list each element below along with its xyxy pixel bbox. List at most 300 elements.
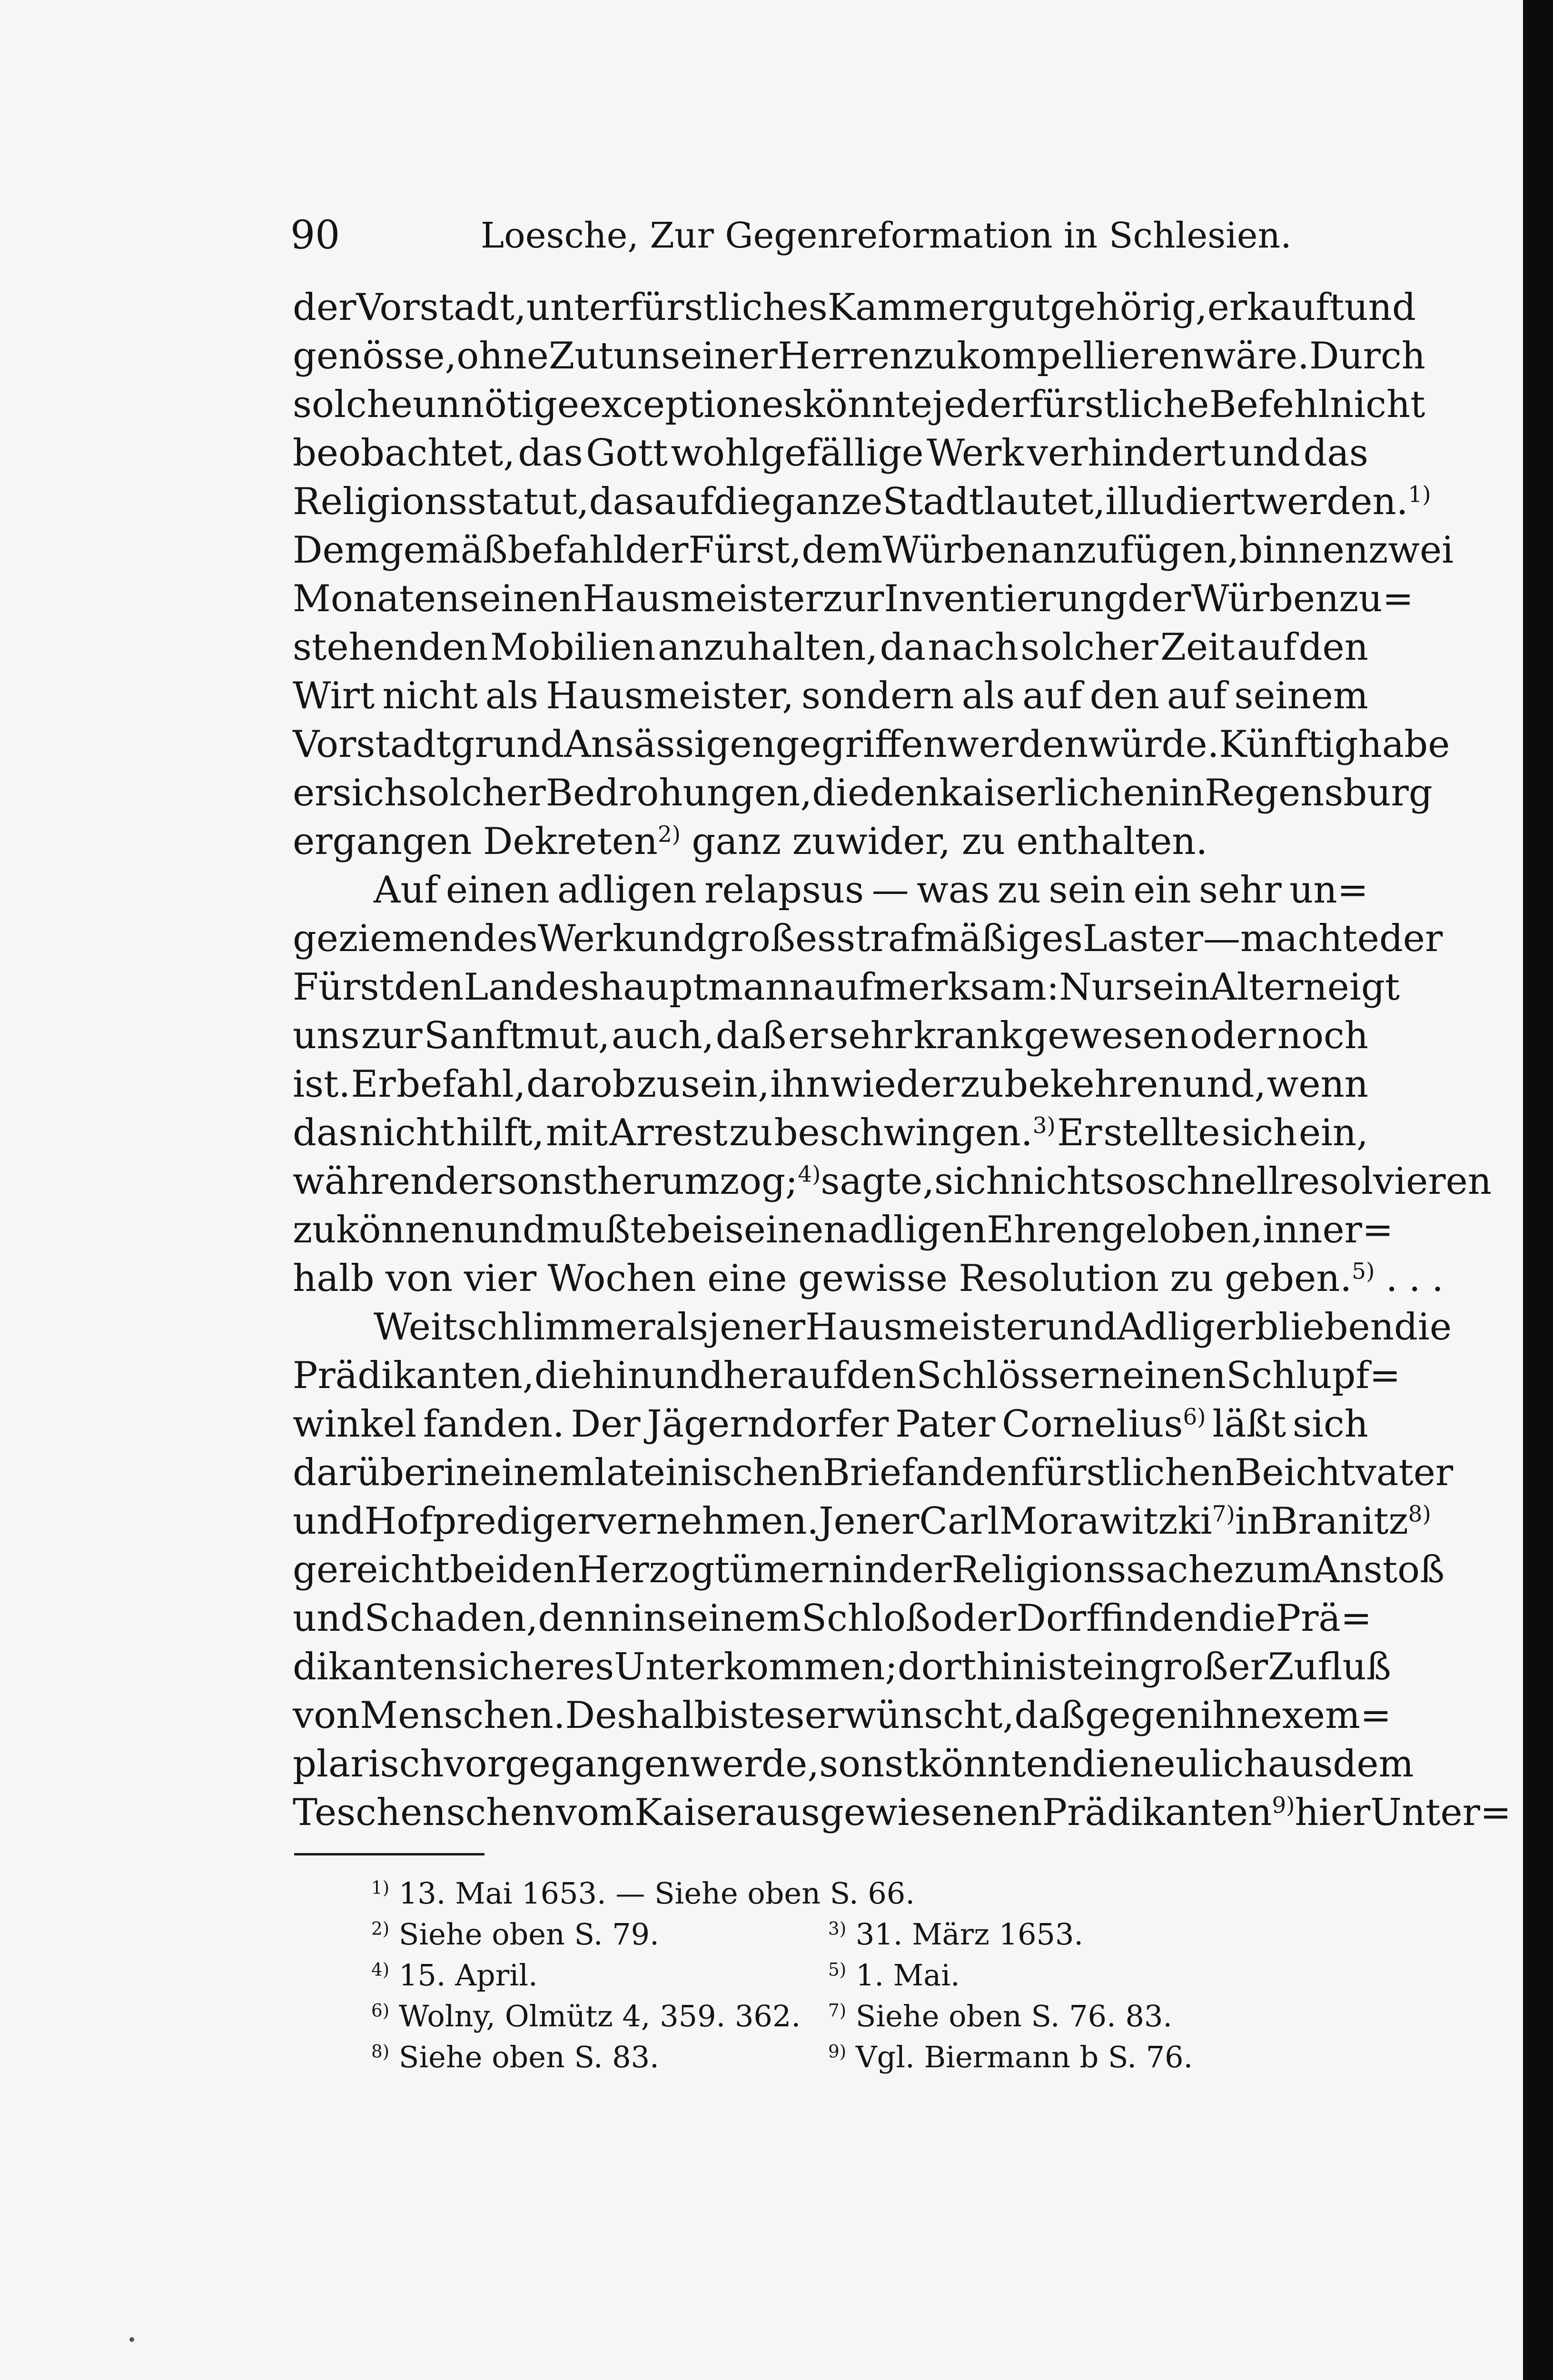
word: Dorf	[1016, 1597, 1100, 1640]
word: inner=	[1263, 1209, 1394, 1251]
word: solcher	[1020, 626, 1158, 669]
text-line	[293, 672, 1368, 720]
footnote-mark: 3)	[828, 1918, 847, 1939]
word: seinen	[724, 1209, 848, 1251]
word: Fürst	[293, 966, 395, 1009]
word: jener	[708, 1306, 805, 1349]
text-line	[293, 866, 1368, 914]
footnote-row	[371, 1914, 1276, 1955]
word: Deshalb	[565, 1694, 718, 1737]
word: Anstoß	[1313, 1548, 1445, 1591]
word: zu	[961, 820, 1005, 863]
word: zur	[361, 1014, 423, 1057]
text-line	[293, 1109, 1368, 1157]
word: wohlgefällige	[671, 432, 924, 475]
footnote-ref: 9)	[1272, 1793, 1295, 1819]
word: und	[293, 1500, 365, 1543]
word: sich	[332, 772, 408, 814]
word: nicht	[382, 674, 478, 717]
word: nicht	[359, 1111, 455, 1154]
word: vier	[464, 1257, 537, 1300]
word: dikanten	[293, 1646, 458, 1688]
word: so	[1105, 1160, 1147, 1203]
word: dem	[1333, 1743, 1414, 1785]
word: zu	[636, 1063, 681, 1106]
text-line	[293, 963, 1400, 1012]
word: Zutun	[548, 335, 662, 377]
word: ein	[1082, 1646, 1140, 1688]
word: und	[1228, 432, 1301, 475]
word: geben.$^{5)}$	[1225, 1257, 1375, 1300]
word: binnen	[1239, 529, 1369, 572]
footnote-row	[371, 1955, 1276, 1996]
word: hin	[592, 1354, 652, 1397]
word: —	[1203, 917, 1240, 960]
text-line	[293, 1546, 1445, 1594]
word: —	[871, 869, 909, 912]
footnote	[371, 1955, 828, 1996]
word: sich	[1293, 1403, 1368, 1446]
word: gewesen	[1024, 1014, 1188, 1057]
word: genösse,	[293, 335, 457, 377]
word: ohne	[456, 335, 549, 377]
word: Vorstadtgrund	[293, 723, 564, 766]
word: Beichtvater	[1235, 1451, 1454, 1494]
word: lateinischen	[594, 1451, 823, 1494]
word: .	[1408, 1257, 1421, 1300]
word: werden.$^{1)}$	[1255, 480, 1431, 523]
word: mit	[545, 1111, 608, 1154]
word: sein	[1133, 966, 1210, 1009]
footnote-mark: 9)	[828, 2041, 847, 2062]
word: darob	[526, 1063, 636, 1106]
word: Landeshauptmann	[464, 966, 813, 1009]
word: Laster	[1082, 917, 1203, 960]
footnote	[371, 1873, 915, 1914]
word: einen	[1122, 1354, 1226, 1397]
word: darüber	[293, 1451, 444, 1494]
word: sich	[1221, 1111, 1297, 1154]
word: Pater	[895, 1403, 996, 1446]
word: Vorstadt,	[356, 286, 526, 329]
footnote-row	[371, 1996, 1276, 2037]
word: in	[1235, 1500, 1271, 1543]
footnote	[828, 2037, 1276, 2078]
word: finden	[1100, 1597, 1218, 1640]
word: zuwider,	[792, 820, 951, 863]
text-line	[293, 332, 1425, 380]
word: das	[518, 432, 583, 475]
word: Arrest	[609, 1111, 728, 1154]
word: der	[1128, 577, 1191, 620]
word: sehr	[829, 1014, 912, 1057]
word: verhindert	[1027, 432, 1226, 475]
word: Schlupf=	[1226, 1354, 1401, 1397]
word: von	[293, 1694, 360, 1737]
word: aus	[1267, 1743, 1333, 1785]
word: gehörig,	[1050, 286, 1207, 329]
text-line	[293, 575, 1414, 623]
word: nicht	[1010, 1160, 1106, 1203]
word: Unterkommen;	[614, 1646, 898, 1688]
word: könnten	[918, 1743, 1072, 1785]
footnote-mark: 6)	[371, 2000, 390, 2021]
text-line	[293, 1740, 1414, 1788]
word: seinem	[667, 1597, 801, 1640]
word: her	[723, 1354, 787, 1397]
word: neulich	[1129, 1743, 1268, 1785]
word: geloben,	[1101, 1209, 1263, 1251]
word: Würben	[1191, 577, 1339, 620]
word: sondern	[801, 674, 954, 717]
word: zum	[1234, 1548, 1313, 1591]
word: hier	[1295, 1791, 1371, 1834]
word: adligen	[557, 869, 697, 912]
word: eine	[707, 1257, 787, 1300]
word: zur	[822, 577, 884, 620]
word: zu	[997, 869, 1041, 912]
word: Morawitzki$^{7)}$	[999, 1500, 1235, 1543]
word: erwünscht,	[804, 1694, 1015, 1737]
word: der	[624, 529, 689, 572]
word: er	[293, 772, 333, 814]
word: strafmäßiges	[836, 917, 1083, 960]
word: auf	[1022, 674, 1082, 717]
word: oder	[1190, 1014, 1276, 1057]
word: exceptiones	[579, 383, 803, 426]
word: Würben	[882, 529, 1031, 572]
word: als	[961, 674, 1015, 717]
word: und	[475, 1209, 546, 1251]
word: plarisch	[293, 1743, 444, 1785]
word: stellte	[1103, 1111, 1220, 1154]
word: den	[1298, 626, 1368, 669]
word: die	[713, 480, 772, 523]
footnote-mark: 4)	[371, 1959, 390, 1980]
word: zu	[293, 1209, 336, 1251]
word: ein,	[1298, 1111, 1368, 1154]
word: befahl,	[396, 1063, 526, 1106]
word: ausgewiesenen	[755, 1791, 1042, 1834]
footnote	[371, 1996, 828, 2037]
word: Hausmeister,	[546, 674, 794, 717]
word: Jener	[819, 1500, 920, 1543]
word: solche	[293, 383, 413, 426]
word: wenn	[1266, 1063, 1368, 1106]
text-line	[293, 429, 1368, 477]
word: beobachtet,	[293, 432, 515, 475]
word: Alter	[1210, 966, 1304, 1009]
text-line	[293, 380, 1425, 429]
word: dem	[801, 529, 883, 572]
word: anzufügen,	[1030, 529, 1239, 572]
page-speck	[129, 2337, 134, 2342]
word: er	[788, 1014, 828, 1057]
footnote-ref: 7)	[1212, 1501, 1235, 1527]
word: und	[1344, 286, 1416, 329]
word: nicht	[1330, 383, 1425, 426]
text-line	[293, 1788, 1512, 1837]
footnote-ref: 8)	[1408, 1501, 1431, 1527]
word: Der	[571, 1403, 641, 1446]
word: exem=	[1260, 1694, 1392, 1737]
word: den	[846, 1354, 917, 1397]
word: fürstlichen	[1031, 1451, 1235, 1494]
word: von	[386, 1257, 453, 1300]
word: die	[534, 1354, 592, 1397]
word: oder	[930, 1597, 1017, 1640]
word: unter	[526, 286, 629, 329]
footnote-ref: 3)	[1032, 1113, 1056, 1139]
footnote	[371, 1914, 828, 1955]
word: zwei	[1368, 529, 1454, 572]
word: Stadt	[882, 480, 984, 523]
word: an	[915, 1451, 961, 1494]
word: wieder	[830, 1063, 960, 1106]
word: daß	[1014, 1694, 1085, 1737]
footnote-ref: 6)	[1183, 1404, 1206, 1430]
word: in	[631, 1597, 668, 1640]
word: lautet,	[984, 480, 1106, 523]
word: und,	[1183, 1063, 1266, 1106]
word: wäre.	[1204, 335, 1309, 377]
footnote-mark: 8)	[371, 2041, 390, 2062]
word: Kaiser	[634, 1791, 755, 1834]
word: .	[1432, 1257, 1444, 1300]
word: machte	[1240, 917, 1379, 960]
word: die	[1394, 1306, 1452, 1349]
word: jeder	[932, 383, 1029, 426]
word: un=	[1289, 869, 1368, 912]
word: fanden.	[423, 1403, 564, 1446]
footnote	[828, 1914, 1276, 1955]
word: blieben	[1255, 1306, 1394, 1349]
word: ihn	[1200, 1694, 1260, 1737]
word: sein,	[681, 1063, 770, 1106]
footnote-mark: 5)	[828, 1959, 847, 1980]
text-line	[293, 1448, 1454, 1497]
word: Hofprediger	[364, 1500, 595, 1543]
footnote	[828, 1996, 1276, 2037]
text-line	[293, 1691, 1392, 1740]
word: Demgemäß	[293, 529, 508, 572]
word: den	[870, 772, 940, 814]
word: in	[852, 1548, 888, 1591]
word: Adliger	[1117, 1306, 1255, 1349]
footnote-text: 1. Mai.	[846, 1958, 960, 1993]
word: in	[1168, 772, 1205, 814]
word: seinen	[460, 577, 583, 620]
text-line	[293, 526, 1454, 575]
word: ein	[1133, 869, 1191, 912]
word: sehr	[1198, 869, 1282, 912]
footnote-mark: 2)	[371, 1918, 390, 1939]
word: zu	[1170, 1257, 1214, 1300]
text-line	[293, 1157, 1492, 1206]
footnote-text: 13. Mai 1653. — Siehe oben S. 66.	[389, 1876, 915, 1911]
text-line	[293, 1254, 1444, 1303]
word: Hausmeister	[583, 577, 823, 620]
word: sein	[1049, 869, 1126, 912]
word: Werk	[537, 917, 635, 960]
word: könnte	[802, 383, 932, 426]
word: die	[1072, 1743, 1130, 1785]
body-text	[293, 283, 1512, 1837]
word: ihn	[770, 1063, 830, 1106]
footnotes	[371, 1873, 1276, 2078]
word: den	[1089, 674, 1159, 717]
word: Inventierung	[884, 577, 1128, 620]
word: zu	[913, 335, 957, 377]
word: der	[1379, 917, 1443, 960]
footnote-ref: 1)	[1408, 482, 1431, 508]
word: stehenden	[293, 626, 488, 669]
word: der	[293, 286, 356, 329]
word: sicheres	[457, 1646, 614, 1688]
footnote	[371, 2037, 828, 2078]
word: kaiserlichen	[939, 772, 1169, 814]
word: Bedrohungen,	[545, 772, 812, 814]
word: Hausmeister	[805, 1306, 1046, 1349]
word: er	[458, 1160, 498, 1203]
footnote-text: Siehe oben S. 79.	[389, 1917, 659, 1952]
footnote-mark: 1)	[371, 1877, 390, 1898]
word: halb	[293, 1257, 375, 1300]
text-line	[293, 817, 1368, 866]
word: adligen	[847, 1209, 987, 1251]
word: großer	[1139, 1646, 1268, 1688]
word: Durch	[1309, 335, 1425, 377]
word: Werk	[927, 432, 1024, 475]
footnote-rule	[294, 1853, 485, 1855]
word: gegriffen	[775, 723, 947, 766]
word: Ansässigen	[564, 723, 776, 766]
word: ist	[1036, 1646, 1082, 1688]
word: habe	[1358, 723, 1450, 766]
word: den	[394, 966, 464, 1009]
word: großes	[706, 917, 837, 960]
text-line	[293, 1060, 1368, 1109]
word: während	[293, 1160, 458, 1203]
word: einem	[479, 1451, 594, 1494]
word: Brief	[822, 1451, 916, 1494]
word: zu=	[1339, 577, 1414, 620]
word: Dekreten$^{2)}$	[483, 820, 681, 863]
word: befahl	[507, 529, 625, 572]
word: noch	[1277, 1014, 1368, 1057]
word: der	[888, 1548, 952, 1591]
footnote-row	[371, 2037, 1276, 2078]
word: Herzogtümern	[577, 1548, 852, 1591]
word: Gott	[586, 432, 668, 475]
word: Zeit	[1160, 626, 1235, 669]
word: Sanftmut,	[424, 1014, 610, 1057]
word: resolvieren	[1280, 1160, 1492, 1203]
running-title: Loesche, Zur Gegenreformation in Schlesien.	[481, 215, 1292, 256]
text-line	[293, 1303, 1452, 1351]
text-line	[293, 914, 1443, 963]
word: zu	[960, 1063, 1004, 1106]
word: Schlössern	[916, 1354, 1123, 1397]
word: Zufluß	[1268, 1646, 1391, 1688]
word: uns	[293, 1014, 360, 1057]
word: beiden	[449, 1548, 577, 1591]
word: es	[763, 1694, 805, 1737]
text-line	[293, 1206, 1394, 1254]
word: sagte,	[821, 1160, 935, 1203]
text-line	[293, 283, 1416, 332]
word: Menschen.	[360, 1694, 565, 1737]
word: gereicht	[293, 1548, 450, 1591]
footnote-text: Vgl. Biermann b S. 76.	[846, 2040, 1193, 2074]
footnote-text: Siehe oben S. 76. 83.	[846, 1999, 1173, 2033]
word: Nur	[1059, 966, 1134, 1009]
word: werde,	[690, 1743, 820, 1785]
word: .	[1385, 1257, 1398, 1300]
word: ist	[718, 1694, 764, 1737]
text-line	[293, 623, 1368, 672]
word: Fürst,	[688, 529, 802, 572]
word: schnell	[1147, 1160, 1280, 1203]
word: und	[635, 917, 707, 960]
word: hilft,	[456, 1111, 544, 1154]
word: sich	[934, 1160, 1010, 1203]
word: Künftig	[1219, 723, 1358, 766]
word: relapsus	[704, 869, 864, 912]
word: auch,	[611, 1014, 714, 1057]
word: Jägerndorfer	[647, 1403, 889, 1446]
word: ganz	[692, 820, 781, 863]
word: dorthin	[897, 1646, 1036, 1688]
word: gewisse	[798, 1257, 948, 1300]
text-line	[293, 1400, 1368, 1448]
word: illudiert	[1105, 480, 1256, 523]
word: Resolution	[959, 1257, 1159, 1300]
word: enthalten.	[1016, 820, 1208, 863]
text-line	[293, 1012, 1368, 1060]
word: auf	[1167, 674, 1227, 717]
word: ist.	[293, 1063, 351, 1106]
word: Regensburg	[1205, 772, 1433, 814]
footnote-text: Siehe oben S. 83.	[389, 2040, 659, 2074]
word: fürstliches	[629, 286, 828, 329]
word: Prädikanten,	[293, 1354, 534, 1397]
footnote-ref: 4)	[798, 1161, 821, 1188]
word: zu	[729, 1111, 773, 1154]
word: Cornelius$^{6)}$	[1002, 1403, 1206, 1446]
word: läßt	[1212, 1403, 1286, 1446]
footnote	[828, 1955, 1276, 1996]
footnote-text: Wolny, Olmütz 4, 359. 362.	[389, 1999, 801, 2033]
footnote-mark: 7)	[828, 2000, 847, 2021]
word: da	[880, 626, 926, 669]
word: und	[652, 1354, 723, 1397]
word: Wochen	[547, 1257, 696, 1300]
word: ganze	[771, 480, 883, 523]
word: winkel	[293, 1403, 417, 1446]
word: krank	[913, 1014, 1022, 1057]
word: auf	[653, 480, 714, 523]
text-line	[293, 1594, 1372, 1643]
word: Wirt	[293, 674, 375, 717]
word: den	[961, 1451, 1031, 1494]
word: Herren	[777, 335, 914, 377]
word: würde.	[1088, 723, 1219, 766]
word: bekehren	[1004, 1063, 1182, 1106]
word: Mobilien	[490, 626, 656, 669]
word: schlimmer	[457, 1306, 655, 1349]
word: Befehl	[1209, 383, 1330, 426]
